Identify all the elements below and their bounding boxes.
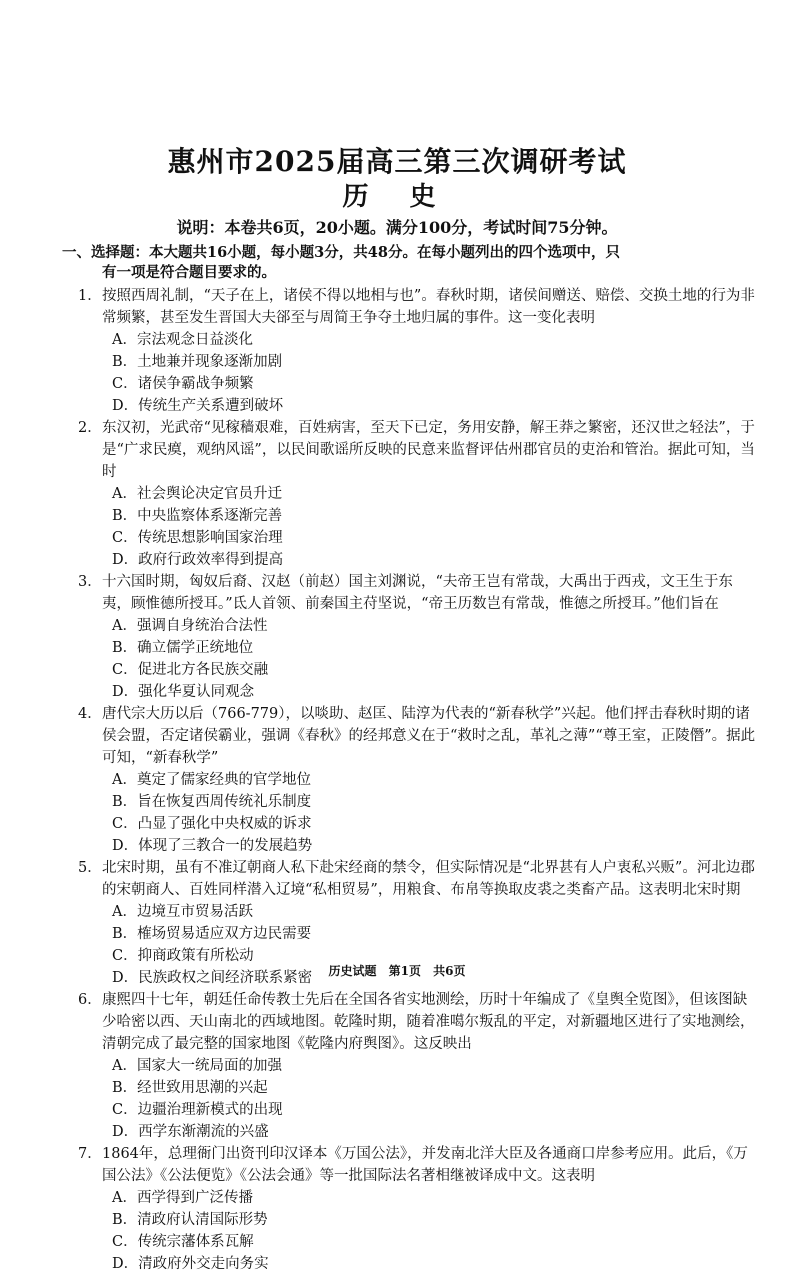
question-text: 东汉初，光武帝“见稼穑艰难，百姓病害，至天下已定，务用安静，解王莽之繁密，还汉世之轻法”，于是“广求民瘼，观纳风谣”，以民间歌谣所反映的民意来监督评估州郡官员的吏治和管治。据此可知，当时 <box>102 420 755 480</box>
exam-subject: 历 史 <box>342 182 452 212</box>
option-a: A．宗法观念日益淡化 <box>112 332 253 348</box>
exam-title: 惠州市2025届高三第三次调研考试 <box>167 145 627 178</box>
option-b: B．旨在恢复西周传统礼乐制度 <box>112 794 312 810</box>
question-stem <box>78 417 758 483</box>
question-4 <box>78 703 758 857</box>
option-c: C．传统宗藩体系瓦解 <box>112 1234 254 1250</box>
section-heading-line2: 有一项是符合题目要求的。 <box>102 264 276 281</box>
question-text: 按照西周礼制，“天子在上，诸侯不得以地相与也”。春秋时期，诸侯间赠送、赔偿、交换土地的行为非常频繁，甚至发生晋国大夫郤至与周简王争夺土地归属的事件。这一变化表明 <box>102 288 755 326</box>
question-stem <box>78 1143 758 1187</box>
option-list <box>78 483 758 571</box>
question-text: 康熙四十七年，朝廷任命传教士先后在全国各省实地测绘，历时十年编成了《皇舆全览图》，但该图缺少哈密以西、天山南北的西域地图。乾隆时期，随着准噶尔叛乱的平定，对新疆地区进行了实地测绘，清朝完成了最完整的国家地图《乾隆内府舆图》。这反映出 <box>102 992 755 1052</box>
option-b: B．清政府认清国际形势 <box>112 1212 268 1228</box>
option-list <box>78 329 758 417</box>
question-stem <box>78 703 758 769</box>
exam-instructions: 说明：本卷共6页，20小题。满分100分，考试时间75分钟。 <box>176 218 618 237</box>
question-text: 唐代宗大历以后（766-779），以啖助、赵匡、陆淳为代表的“新春秋学”兴起。他们抨击春秋时期的诸侯会盟，否定诸侯霸业，强调《春秋》的经邦意义在于“救时之乱，革礼之薄”“尊王室，正陵僭”。据此可知，“新春秋学” <box>102 706 756 766</box>
option-d: D．西学东渐潮流的兴盛 <box>112 1124 269 1140</box>
option-b: B．经世致用思潮的兴起 <box>112 1080 268 1096</box>
question-6 <box>78 989 758 1143</box>
question-number: 6． <box>78 992 102 1008</box>
question-stem <box>78 285 758 329</box>
question-3 <box>78 571 758 703</box>
option-a: A．国家大一统局面的加强 <box>112 1058 282 1074</box>
option-b: B．确立儒学正统地位 <box>112 640 254 656</box>
option-d: D．体现了三教合一的发展趋势 <box>112 838 313 854</box>
option-c: C．诸侯争霸战争频繁 <box>112 376 254 392</box>
option-c: C．凸显了强化中央权威的诉求 <box>112 816 312 832</box>
option-b: B．榷场贸易适应双方边民需要 <box>112 926 312 942</box>
section-heading <box>62 243 757 283</box>
question-text: 1864年，总理衙门出资刊印汉译本《万国公法》，并发南北洋大臣及各通商口岸参考应用。此后，《万国公法》《公法便览》《公法会通》等一批国际法名著相继被译成中文。这表明 <box>102 1146 748 1184</box>
option-list <box>78 1187 758 1275</box>
option-b: B．中央监察体系逐渐完善 <box>112 508 283 524</box>
option-list <box>78 1055 758 1143</box>
question-number: 3． <box>78 574 102 590</box>
question-1 <box>78 285 758 417</box>
option-d: D．政府行政效率得到提高 <box>112 552 284 568</box>
question-number: 1． <box>78 288 102 304</box>
option-d: D．强化华夏认同观念 <box>112 684 255 700</box>
option-c: C．抑商政策有所松动 <box>112 948 254 964</box>
question-number: 7． <box>78 1146 102 1162</box>
question-number: 2． <box>78 420 102 436</box>
question-7 <box>78 1143 758 1275</box>
section-heading-line1: 一、选择题：本大题共16小题，每小题3分，共48分。在每小题列出的四个选项中，只 <box>62 244 620 261</box>
question-text: 北宋时期，虽有不准辽朝商人私下赴宋经商的禁令，但实际情况是“北界甚有人户衷私兴贩”。河北边郡的宋朝商人、百姓同样潜入辽境“私相贸易”，用粮食、布帛等换取皮裘之类畜产品。这表明北宋时期 <box>102 860 755 898</box>
question-stem <box>78 571 758 615</box>
option-c: C．促进北方各民族交融 <box>112 662 269 678</box>
question-stem <box>78 989 758 1055</box>
option-c: C．边疆治理新模式的出现 <box>112 1102 283 1118</box>
option-d: D．传统生产关系遭到破坏 <box>112 398 284 414</box>
option-a: A．奠定了儒家经典的官学地位 <box>112 772 311 788</box>
question-number: 5． <box>78 860 102 876</box>
option-c: C．传统思想影响国家治理 <box>112 530 283 546</box>
question-list <box>78 285 758 1275</box>
question-stem <box>78 857 758 901</box>
option-b: B．土地兼并现象逐渐加剧 <box>112 354 283 370</box>
option-a: A．社会舆论决定官员升迁 <box>112 486 282 502</box>
question-number: 4． <box>78 706 102 722</box>
option-a: A．西学得到广泛传播 <box>112 1190 253 1206</box>
question-2 <box>78 417 758 571</box>
option-a: A．强调自身统治合法性 <box>112 618 268 634</box>
option-list <box>78 769 758 857</box>
option-d: D．清政府外交走向务实 <box>112 1256 269 1272</box>
question-text: 十六国时期，匈奴后裔、汉赵（前赵）国主刘渊说，“夫帝王岂有常哉，大禹出于西戎，文王生于东夷，顾惟德所授耳。”氐人首领、前秦国主苻坚说，“帝王历数岂有常哉，惟德之所授耳。”他们旨在 <box>102 574 733 612</box>
option-a: A．边境互市贸易活跃 <box>112 904 253 920</box>
option-d: D．民族政权之间经济联系紧密 <box>112 970 313 986</box>
option-list <box>78 615 758 703</box>
page-footer: 历史试题 第1页 共6页 <box>328 964 466 978</box>
